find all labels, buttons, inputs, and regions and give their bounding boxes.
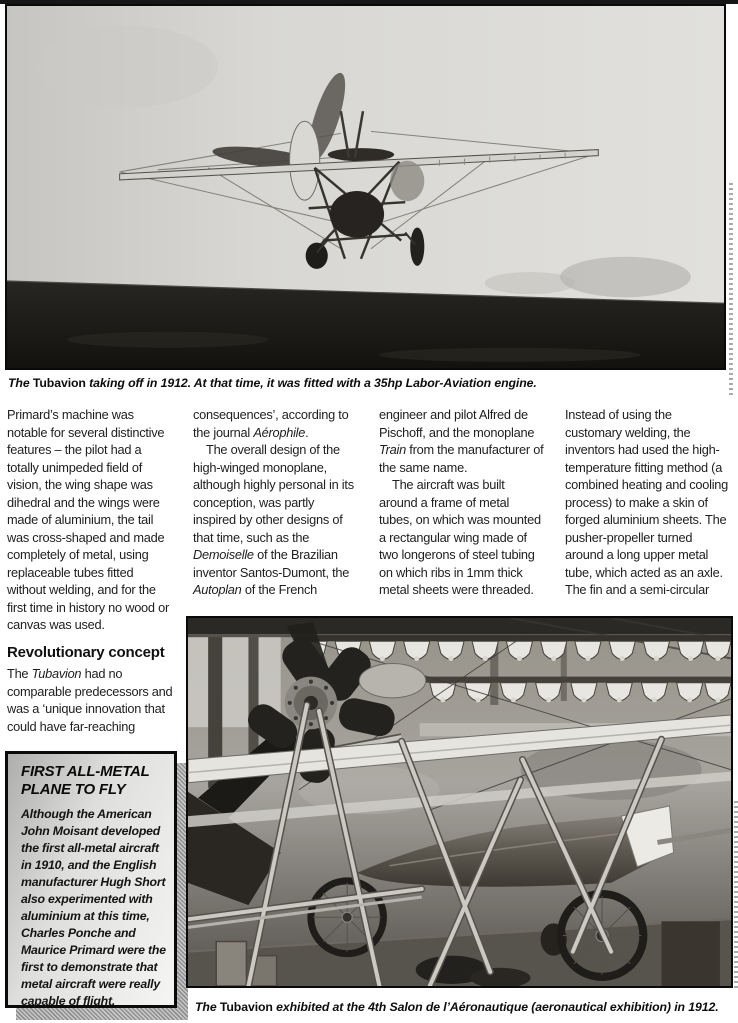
sidebar-body-text: Although the American John Moisant developed the first all-metal aircraft in 1910, and the English manufacturer Hugh Short also experimented with aluminium at this time, Charles Ponche and Maurice Primard were the first to demonstrate that metal aircraft were really capable of flight. [21,807,166,1008]
body-paragraph [7,406,173,634]
body-paragraph [379,406,545,476]
body-paragraph [193,406,359,441]
text-segment: The [7,666,32,681]
article-column-1 [7,406,173,735]
body-paragraph [565,406,731,599]
article-column-4 [565,406,731,599]
text-segment: The [8,376,33,390]
text-segment: Demoiselle [193,547,254,562]
photo-tubavion-exhibition [186,616,733,988]
sidebar-first-all-metal [5,751,177,1008]
text-segment: of the French [241,582,317,597]
text-segment: Tubavion [31,666,82,681]
caption-exhibition [195,1000,733,1015]
text-segment: Tubavion [219,1000,273,1014]
body-paragraph [193,441,359,599]
text-segment: . [305,424,309,440]
text-segment: The [195,1000,220,1014]
photo-tubavion-takeoff [5,4,726,370]
text-segment: Primard’s machine was notable for several distinctive features – the pilot had a totally unimpeded field of vision, the wing shape was dihedral and the wings were made of aluminium, the tail was cross-shaped and made completely of metal, using replaceable tubes fitted without welding, and for the first time in history no wood or canvas was used. [7,407,169,632]
caption-takeoff [8,376,724,391]
body-paragraph [379,476,545,599]
photo-credit-vertical [734,798,738,988]
photo-credit-vertical [729,183,733,395]
text-segment: Tubavion [32,376,86,390]
text-segment: Instead of using the customary welding, the inventors had used the high-temperature fitting method (a combined heating and cooling process) to make a skin of forged aluminium sheets. The pusher-propeller turned around a long upper metal tube, which acted as an axle. The fin and a semi-circular [565,407,729,597]
text-segment: Aérophile [253,424,306,440]
text-segment: engineer and pilot Alfred de Pischoff, and the monoplane [379,407,535,440]
text-segment: had no comparable predecessors and was a ‘unique innovation that could have far-reaching [7,666,173,734]
text-segment: Train [379,442,406,457]
text-segment: consequences’, according to the journal [193,407,349,440]
sidebar-title: FIRST ALL-METAL PLANE TO FLY [21,763,150,798]
text-segment: from the manufacturer of the same name. [379,442,544,475]
text-segment: of the Brazilian inventor Santos-Dumont, the [193,547,350,580]
text-segment: The aircraft was built around a frame of metal tubes, on which was mounted a rectangular wing made of two longerons of steel tubing on which ribs in 1mm thick metal sheets were threaded. [379,477,541,597]
text-segment: Autoplan [193,582,242,597]
takeoff-photo-illustration [7,6,724,368]
article-column-3 [379,406,545,599]
text-segment: taking off in 1912. At that time, it was fitted with a 35hp Labor-Aviation engine. [85,376,537,390]
exhibition-photo-illustration [188,618,731,986]
text-segment: The overall design of the high-winged monoplane, although highly personal in its conception, was partly inspired by other designs of that time, such as the [193,442,354,545]
section-heading: Revolutionary concept [7,643,165,661]
body-paragraph [7,665,173,735]
article-column-2 [193,406,359,599]
text-segment: exhibited at the 4th Salon de l’Aéronautique (aeronautical exhibition) in 1912. [272,1000,719,1014]
